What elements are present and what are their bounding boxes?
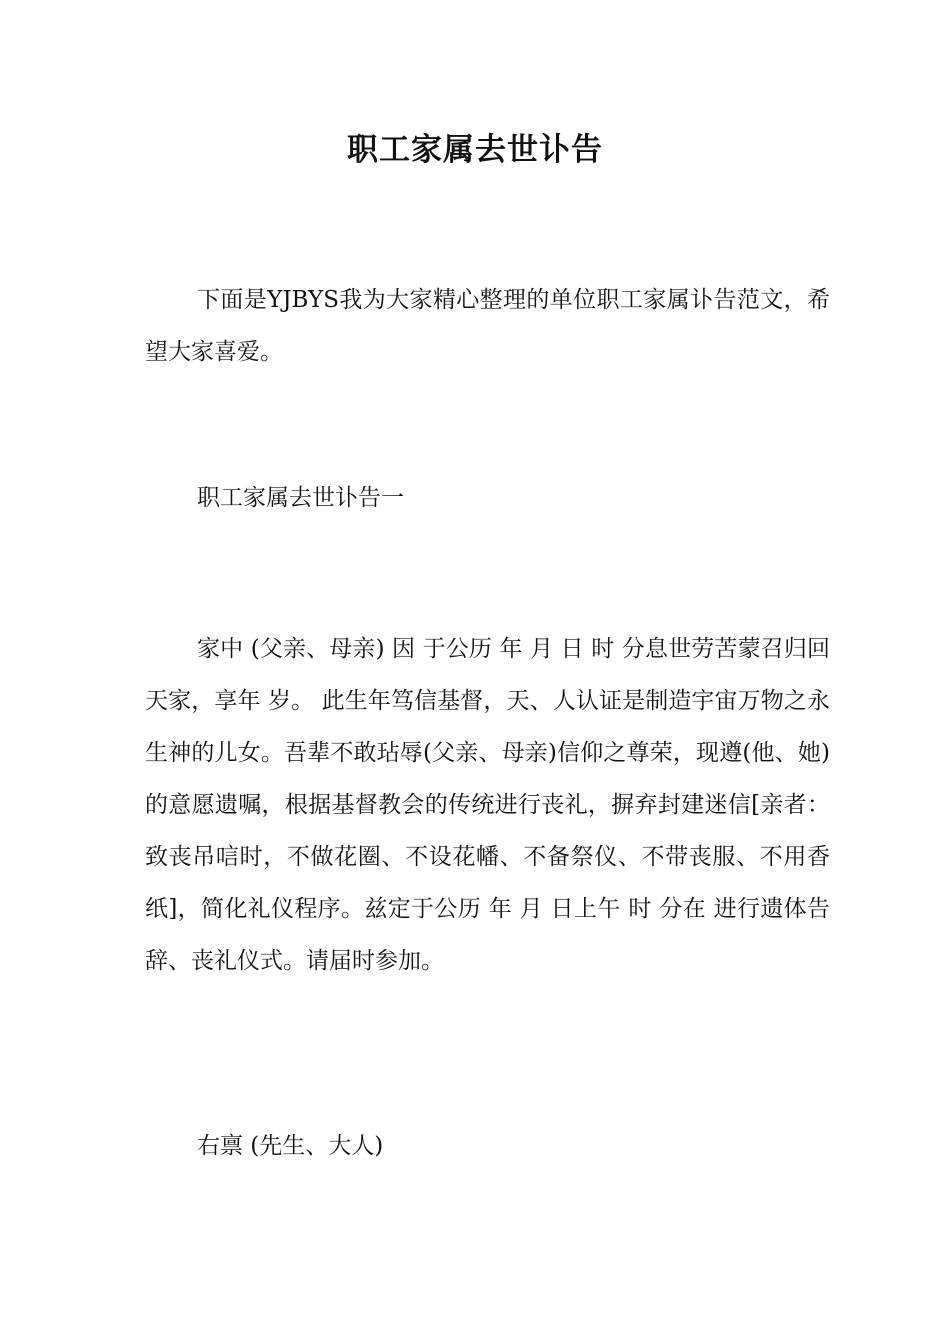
closing-line: 右禀 (先生、大人) — [197, 1133, 384, 1159]
intro-paragraph: 下面是YJBYS我为大家精心整理的单位职工家属讣告范文，希望大家喜爱。 — [145, 287, 830, 365]
body-paragraph: 家中 (父亲、母亲) 因 于公历 年 月 日 时 分息世劳苦蒙召归回天家，享年 岁。 此生年笃信基督，天、人认证是制造宇宙万物之永生神的儿女。吾辈不敢玷辱(父亲、母亲)信仰之尊荣，现遵(他、她)的意愿遗嘱，根据基督教会的传统进行丧礼，摒弃封建迷信[亲者：致丧吊唁时，不做花圈、不设花幡、不备祭仪、不带丧服、不用香纸]，简化礼仪程序。兹定于公历 年 月 日上午 时 分在 进行遗体告辞、丧礼仪式。请届时参加。 — [145, 636, 830, 974]
section-heading: 职工家属去世讣告一 — [197, 485, 404, 511]
document-title: 职工家属去世讣告 — [347, 132, 603, 168]
